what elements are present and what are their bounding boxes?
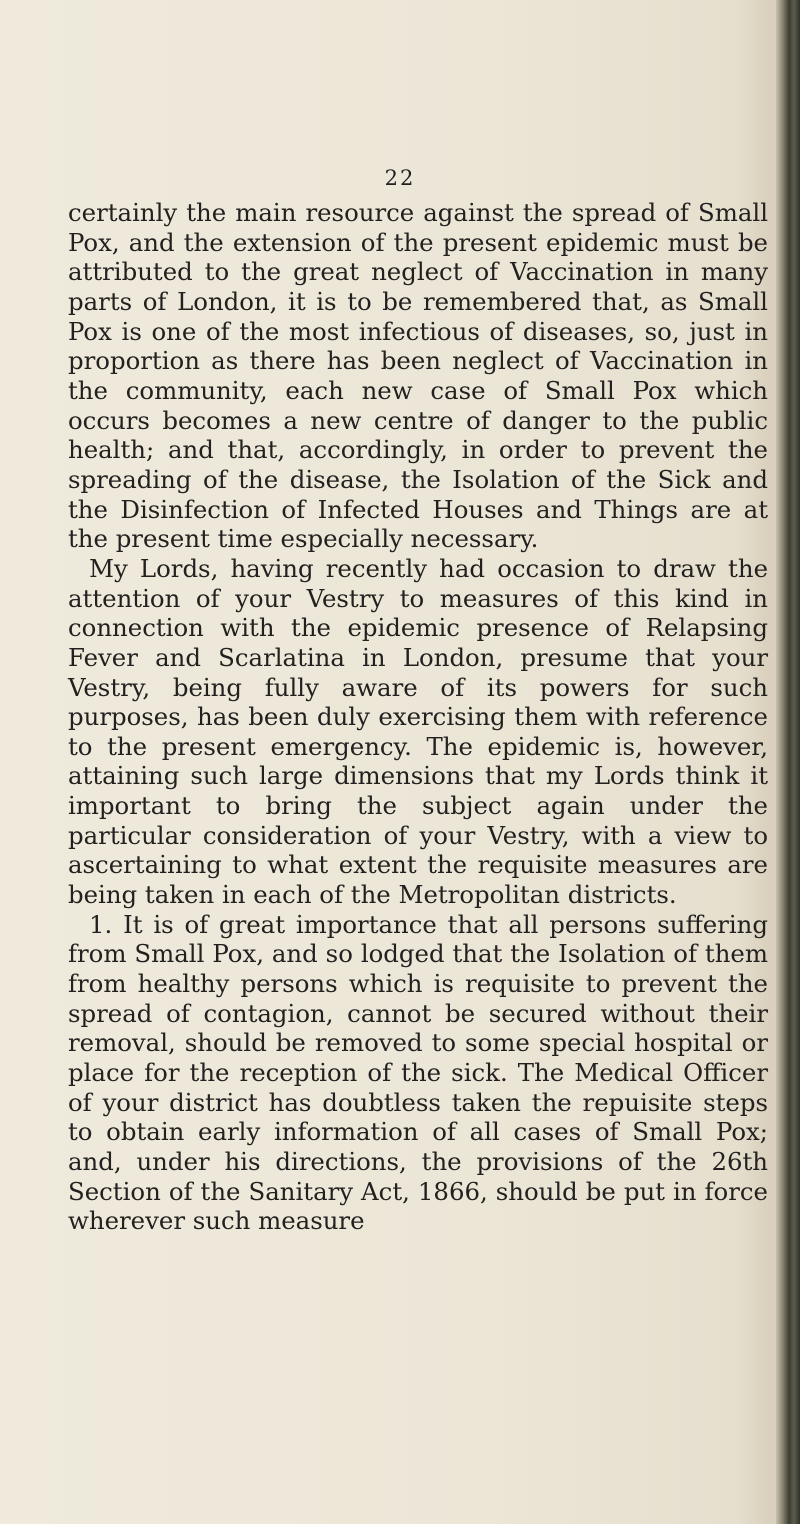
paragraph-my-lords: My Lords, having recently had occasion to draw the attention of your Vestry to measures of this kind in connection with the epidemic presence of Relapsing Fever and Scarlatina in London, presume that your Vestry, being fully aware of its powers for such purposes, has been duly exercising them with reference to the present emergency. The epidemic is, however, attaining such large dimensions that my Lords think it important to bring the subject again under the particular consideration of your Vestry, with a view to ascertaining to what extent the requisite measures are being taken in each of the Metropolitan districts. — [68, 553, 768, 910]
body-text — [68, 198, 768, 1236]
page-number: 22 — [384, 166, 416, 190]
paragraph-point-1: 1. It is of great importance that all persons suffering from Small Pox, and so lodged that the Isolation of them from healthy persons which is requisite to prevent the spread of contagion, cannot be secured without their removal, should be removed to some special hospital or place for the reception of the sick. The Medical Officer of your district has doubtless taken the repuisite steps to obtain early information of all cases of Small Pox; and, under his directions, the provisions of the 26th Section of the Sanitary Act, 1866, should be put in force wherever such measure — [68, 909, 768, 1236]
paragraph-continuation: certainly the main resource against the spread of Small Pox, and the extension of the present epidemic must be attributed to the great neglect of Vaccination in many parts of London, it is to be remembered that, as Small Pox is one of the most infectious of diseases, so, just in proportion as there has been neglect of Vaccination in the community, each new case of Small Pox which occurs becomes a new centre of danger to the public health; and that, accordingly, in order to prevent the spreading of the disease, the Isolation of the Sick and the Disinfection of Infected Houses and Things are at the present time especially necessary. — [68, 198, 768, 554]
book-binding-edge — [776, 0, 800, 1524]
